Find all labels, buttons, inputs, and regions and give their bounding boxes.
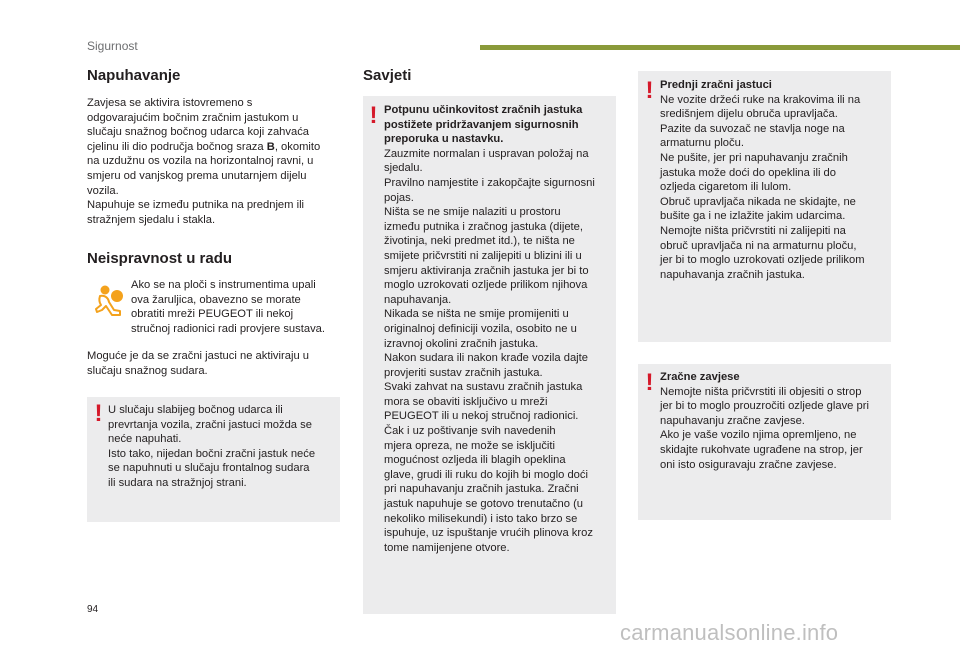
front-airbags-title: Prednji zračni jastuci (660, 79, 772, 91)
malfunction-note: Moguće je da se zračni jastuci ne aktiviraju u slučaju snažnog sudara. (87, 350, 309, 377)
malfunction-lamp-text: Ako se na ploči s instrumentima upali ova žaruljica, obavezno se morate obratiti mreži PEUGEOT ili nekoj stručnoj radionici radi provjere sustava. (131, 279, 326, 335)
watermark: carmanualsonline.info (620, 620, 839, 645)
advice-text: Potpunu učinkovitost zračnih jastuka postižete pridržavanjem sigurnosnih preporuka u nastavku. Zauzmite normalan i uspravan položaj na sjedalu. Pravilno namjestite i zakopčajte sigurnosni pojas. Ništa se ne smije nalaziti u prostoru između putnika i zračnog jastuka (dijete, životinja, neki predmet itd.), te ništa ne smijete pričvrstiti ni zalijepiti u blizini ili u smjeru aktiviranja zračnih jastuka jer bi to moglo uzrokovati ozljede prilikom njihova napuhavanja. Nikada se ništa ne smije promijeniti u originalnoj definiciji vozila, osobito ne u izravnoj okolini zračnih jastuka. Nakon sudara ili nakon krađe vozila dajte provjeriti sustav zračnih jastuka. Svaki zahvat na sustavu zračnih jastuka mora se obaviti isključivo u mreži PEUGEOT ili u nekoj stručnoj radionici. Čak i uz poštivanje svih navedenih mjera opreza, ne može se isključiti mogućnost ozljeda ili blagih opeklina glave, grudi ili ruku do kojih bi moglo doći pri napuhavanju zračnih jastuka. Zračni jastuk napuhuje se gotovo trenutačno (u nekoliko milisekundi) i isto tako brzo se ispuhuje, uz ispuštanje vrućih plinova kroz tome namijenjene otvore. (384, 104, 595, 554)
zone-letter: B (266, 140, 275, 153)
warning-icon: ! (369, 102, 378, 129)
curtain-airbags-title: Zračne zavjese (660, 371, 740, 383)
inflation-title: Napuhavanje (87, 67, 181, 84)
inflation-text: Zavjesa se aktivira istovremeno s odgovarajućim bočnim zračnim jastukom u slučaju snažnog bočnog udarca koji zahvaća cjelinu ili dio područja bočnog sraza B, okomito na uzdužnu os vozila na horizontalnoj ravni, u smjeru od vanjskog prema unutarnjem dijelu vozila. Napuhuje se između putnika na prednjem ili stražnjem sjedalu i stakla. (87, 97, 321, 226)
warning-icon: ! (94, 400, 103, 427)
malfunction-title: Neispravnost u radu (87, 250, 233, 267)
section-header: Sigurnost (87, 39, 138, 53)
airbag-warning-lamp-icon (94, 284, 124, 318)
advice-title: Savjeti (363, 67, 412, 84)
front-airbags-text: Prednji zračni jastuci Ne vozite držeći ruke na krakovima ili na središnjem dijelu obruča upravljača. Pazite da suvozač ne stavlja noge na armaturnu ploču. Ne pušite, jer pri napuhavanju zračnih jastuka može doći do opeklina ili do ozljeda cigaretom ili lulom. Obruč upravljača nikada ne skidajte, ne bušite ga i ne izlažite jakim udarcima. Nemojte ništa pričvrstiti ni zalijepiti na obruč upravljača ni na armaturnu ploču, jer bi to moglo uzrokovati ozljede prilikom napuhavanja zračnih jastuka. (660, 78, 891, 282)
side-impact-warning-text: U slučaju slabijeg bočnog udarca ili prevrtanja vozila, zračni jastuci možda se neće napuhati. Isto tako, nijedan bočni zračni jastuk neće se napuhnuti u slučaju frontalnog sudara ili sudara na stražnjoj strani. (108, 404, 316, 489)
warning-icon: ! (645, 77, 654, 104)
page-number: 94 (87, 604, 99, 615)
warning-icon: ! (645, 369, 654, 396)
curtain-airbags-text: Zračne zavjese Nemojte ništa pričvrstiti ili objesiti o strop jer bi to moglo prouzročiti ozljede glave pri napuhavanju zračne zavjese. Ako je vaše vozilo njima opremljeno, ne skidajte rukohvate ugrađene na strop, jer oni isto osiguravaju zračne zavjese. (660, 370, 891, 472)
header-accent-bar (480, 45, 960, 50)
